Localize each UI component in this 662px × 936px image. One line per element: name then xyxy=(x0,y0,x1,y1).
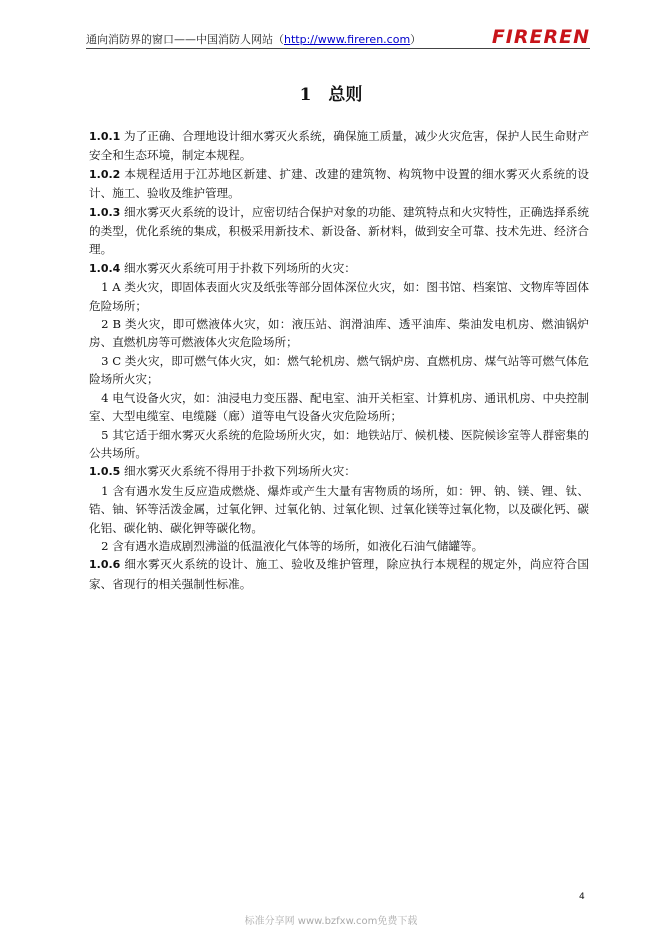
paragraph-text: 细水雾灭火系统的设计、施工、验收及维护管理，除应执行本规程的规定外，尚应符合国家、省现行的相关强制性标准。 xyxy=(89,557,589,591)
footer-watermark: 标准分享网 www.bzfxw.com免费下载 xyxy=(244,916,418,927)
paragraph xyxy=(89,203,589,259)
paragraph xyxy=(89,127,589,165)
paragraph-text: 4 电气设备火灾，如：油浸电力变压器、配电室、油开关柜室、计算机房、通讯机房、中央控制室、大型电缆室、电缆隧（廊）道等电气设备火灾危险场所； xyxy=(89,390,589,424)
paragraph-text: 2 含有遇水造成剧烈沸溢的低温液化气体等的场所，如液化石油气储罐等。 xyxy=(101,538,484,553)
paragraph-text: 2 B 类火灾，即可燃液体火灾，如：液压站、润滑油库、透平油库、柴油发电机房、燃油锅炉房、直燃机房等可燃液体火灾危险场所； xyxy=(89,317,589,350)
paragraph xyxy=(89,352,589,389)
paragraph-text: 细水雾灭火系统不得用于扑救下列场所火灾： xyxy=(120,464,356,479)
page-number: 4 xyxy=(579,892,585,902)
clause-number: 1.0.1 xyxy=(89,130,121,143)
fireren-logo: FIREREN xyxy=(491,26,590,48)
paragraph xyxy=(89,315,589,352)
clause-number: 1.0.2 xyxy=(89,167,121,181)
clause-number: 1.0.4 xyxy=(89,261,121,275)
header-text xyxy=(86,31,421,47)
paragraph xyxy=(89,537,589,555)
paragraph-text: 细水雾灭火系统的设计，应密切结合保护对象的功能、建筑特点和火灾特性，正确选择系统的类型，优化系统的集成，积极采用新技术、新设备、新材料，做到安全可靠、技术先进、经济合理。 xyxy=(89,204,589,257)
paragraph-text: 为了正确、合理地设计细水雾灭火系统，确保施工质量，减少火灾危害，保护人民生命财产安全和生态环境，制定本规程。 xyxy=(89,129,589,163)
paragraph-text: 3 C 类火灾，即可燃气体火灾，如：燃气轮机房、燃气锅炉房、直燃机房、煤气站等可燃气体危险场所火灾； xyxy=(89,353,589,387)
paragraph-text: 1 含有遇水发生反应造成燃烧、爆炸或产生大量有害物质的场所，如：钾、钠、镁、锂、钛、锆、铀、钚等活泼金属，过氧化钾、过氧化钠、过氧化钡、过氧化镁等过氧化物，以及碳化钙、碳化铝、碳化钠、碳化钾等碳化物。 xyxy=(89,483,589,535)
paragraph xyxy=(89,389,589,426)
paragraph xyxy=(89,555,589,593)
paragraph xyxy=(89,426,589,463)
paragraph xyxy=(89,462,589,481)
paragraph-text: 本规程适用于江苏地区新建、扩建、改建的建筑物、构筑物中设置的细水雾灭火系统的设计、施工、验收及维护管理。 xyxy=(89,166,589,201)
page-title: 1 总则 xyxy=(299,85,363,105)
clause-number: 1.0.5 xyxy=(89,465,121,479)
header-link[interactable]: http://www.fireren.com xyxy=(284,33,411,46)
paragraph-text: 细水雾灭火系统可用于扑救下列场所的火灾： xyxy=(120,260,356,275)
paragraph xyxy=(89,165,589,203)
clause-number: 1.0.3 xyxy=(89,205,121,219)
paragraph xyxy=(89,482,589,537)
page-header xyxy=(86,28,590,49)
paragraph-text: 1 A 类火灾，即固体表面火灾及纸张等部分固体深位火灾，如：图书馆、档案馆、文物库等固体危险场所； xyxy=(89,280,589,313)
document-body xyxy=(89,127,589,593)
paragraph-text: 5 其它适于细水雾灭火系统的危险场所火灾，如：地铁站厅、候机楼、医院候诊室等人群密集的公共场所。 xyxy=(89,427,589,460)
header-text-before: 通向消防界的窗口——中国消防人网站（ xyxy=(86,33,284,46)
header-text-after: ） xyxy=(410,33,422,46)
paragraph xyxy=(89,278,589,315)
paragraph xyxy=(89,259,589,278)
clause-number: 1.0.6 xyxy=(89,558,121,572)
